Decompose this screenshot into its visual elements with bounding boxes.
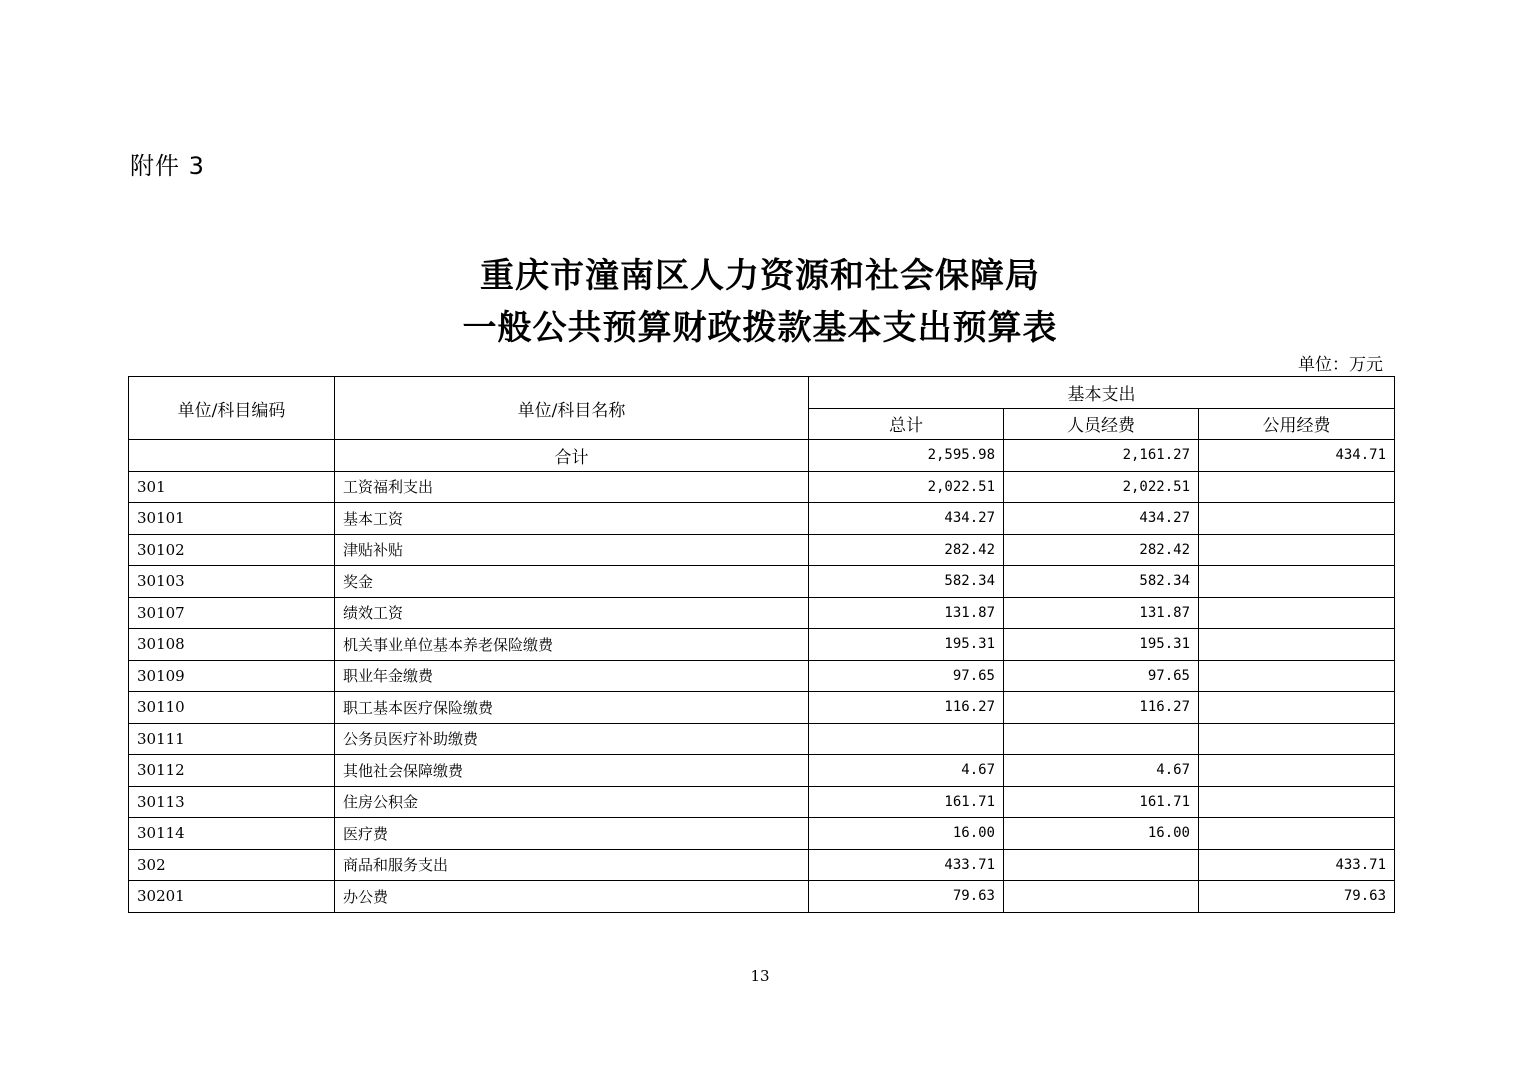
personnel-cell: 434.27	[1004, 503, 1199, 535]
personnel-cell: 16.00	[1004, 818, 1199, 850]
name-cell: 其他社会保障缴费	[335, 755, 809, 787]
name-cell: 职业年金缴费	[335, 660, 809, 692]
name-cell: 机关事业单位基本养老保险缴费	[335, 629, 809, 661]
total-cell: 16.00	[809, 818, 1004, 850]
table-row	[129, 818, 1395, 850]
budget-table	[128, 376, 1395, 913]
header-code: 单位/科目编码	[129, 377, 335, 440]
name-cell: 绩效工资	[335, 597, 809, 629]
public-cell	[1199, 534, 1395, 566]
code-cell: 30109	[129, 660, 335, 692]
name-cell: 工资福利支出	[335, 471, 809, 503]
total-total-cell: 2,595.98	[809, 440, 1004, 472]
table-row	[129, 786, 1395, 818]
code-cell: 30108	[129, 629, 335, 661]
name-cell: 商品和服务支出	[335, 849, 809, 881]
table-row	[129, 849, 1395, 881]
personnel-cell: 161.71	[1004, 786, 1199, 818]
public-cell	[1199, 503, 1395, 535]
total-cell: 116.27	[809, 692, 1004, 724]
personnel-cell	[1004, 881, 1199, 913]
public-cell	[1199, 818, 1395, 850]
table-body	[129, 440, 1395, 913]
code-cell: 301	[129, 471, 335, 503]
attachment-label: 附件 3	[130, 152, 205, 180]
name-cell: 津贴补贴	[335, 534, 809, 566]
total-cell: 4.67	[809, 755, 1004, 787]
total-cell: 195.31	[809, 629, 1004, 661]
total-cell: 434.27	[809, 503, 1004, 535]
table-row	[129, 692, 1395, 724]
personnel-cell: 116.27	[1004, 692, 1199, 724]
total-row	[129, 440, 1395, 472]
total-cell	[809, 723, 1004, 755]
personnel-cell: 131.87	[1004, 597, 1199, 629]
table-row	[129, 881, 1395, 913]
total-public-cell: 434.71	[1199, 440, 1395, 472]
name-cell: 职工基本医疗保险缴费	[335, 692, 809, 724]
code-cell: 30101	[129, 503, 335, 535]
document-title-line2: 一般公共预算财政拨款基本支出预算表	[462, 308, 1058, 348]
public-cell	[1199, 471, 1395, 503]
total-cell: 79.63	[809, 881, 1004, 913]
public-cell	[1199, 692, 1395, 724]
document-title-line1: 重庆市潼南区人力资源和社会保障局	[480, 256, 1040, 296]
code-cell: 302	[129, 849, 335, 881]
code-cell: 30107	[129, 597, 335, 629]
total-cell: 282.42	[809, 534, 1004, 566]
table-row	[129, 566, 1395, 598]
public-cell	[1199, 755, 1395, 787]
total-personnel-cell: 2,161.27	[1004, 440, 1199, 472]
public-cell	[1199, 660, 1395, 692]
header-total: 总计	[809, 408, 1004, 440]
code-cell: 30112	[129, 755, 335, 787]
personnel-cell: 282.42	[1004, 534, 1199, 566]
name-cell: 办公费	[335, 881, 809, 913]
public-cell	[1199, 629, 1395, 661]
name-cell: 奖金	[335, 566, 809, 598]
total-cell: 97.65	[809, 660, 1004, 692]
header-basic-expenditure: 基本支出	[809, 377, 1395, 409]
personnel-cell: 97.65	[1004, 660, 1199, 692]
name-cell: 医疗费	[335, 818, 809, 850]
code-cell: 30201	[129, 881, 335, 913]
total-label: 合计	[335, 440, 809, 472]
public-cell	[1199, 786, 1395, 818]
personnel-cell	[1004, 723, 1199, 755]
header-personnel: 人员经费	[1004, 408, 1199, 440]
table-row	[129, 755, 1395, 787]
personnel-cell: 2,022.51	[1004, 471, 1199, 503]
table-row	[129, 471, 1395, 503]
header-name: 单位/科目名称	[335, 377, 809, 440]
personnel-cell: 582.34	[1004, 566, 1199, 598]
unit-label: 单位：万元	[1298, 355, 1383, 375]
total-code-cell	[129, 440, 335, 472]
code-cell: 30114	[129, 818, 335, 850]
total-cell: 433.71	[809, 849, 1004, 881]
public-cell	[1199, 723, 1395, 755]
personnel-cell	[1004, 849, 1199, 881]
name-cell: 公务员医疗补助缴费	[335, 723, 809, 755]
table-row	[129, 629, 1395, 661]
public-cell	[1199, 597, 1395, 629]
table-row	[129, 597, 1395, 629]
public-cell: 79.63	[1199, 881, 1395, 913]
personnel-cell: 4.67	[1004, 755, 1199, 787]
code-cell: 30102	[129, 534, 335, 566]
public-cell	[1199, 566, 1395, 598]
header-public: 公用经费	[1199, 408, 1395, 440]
code-cell: 30111	[129, 723, 335, 755]
total-cell: 582.34	[809, 566, 1004, 598]
name-cell: 基本工资	[335, 503, 809, 535]
total-cell: 131.87	[809, 597, 1004, 629]
code-cell: 30103	[129, 566, 335, 598]
total-cell: 2,022.51	[809, 471, 1004, 503]
personnel-cell: 195.31	[1004, 629, 1199, 661]
table-row	[129, 660, 1395, 692]
name-cell: 住房公积金	[335, 786, 809, 818]
public-cell: 433.71	[1199, 849, 1395, 881]
page-number: 13	[750, 967, 770, 985]
total-cell: 161.71	[809, 786, 1004, 818]
table-row	[129, 723, 1395, 755]
table-row	[129, 503, 1395, 535]
table-row	[129, 534, 1395, 566]
code-cell: 30113	[129, 786, 335, 818]
code-cell: 30110	[129, 692, 335, 724]
